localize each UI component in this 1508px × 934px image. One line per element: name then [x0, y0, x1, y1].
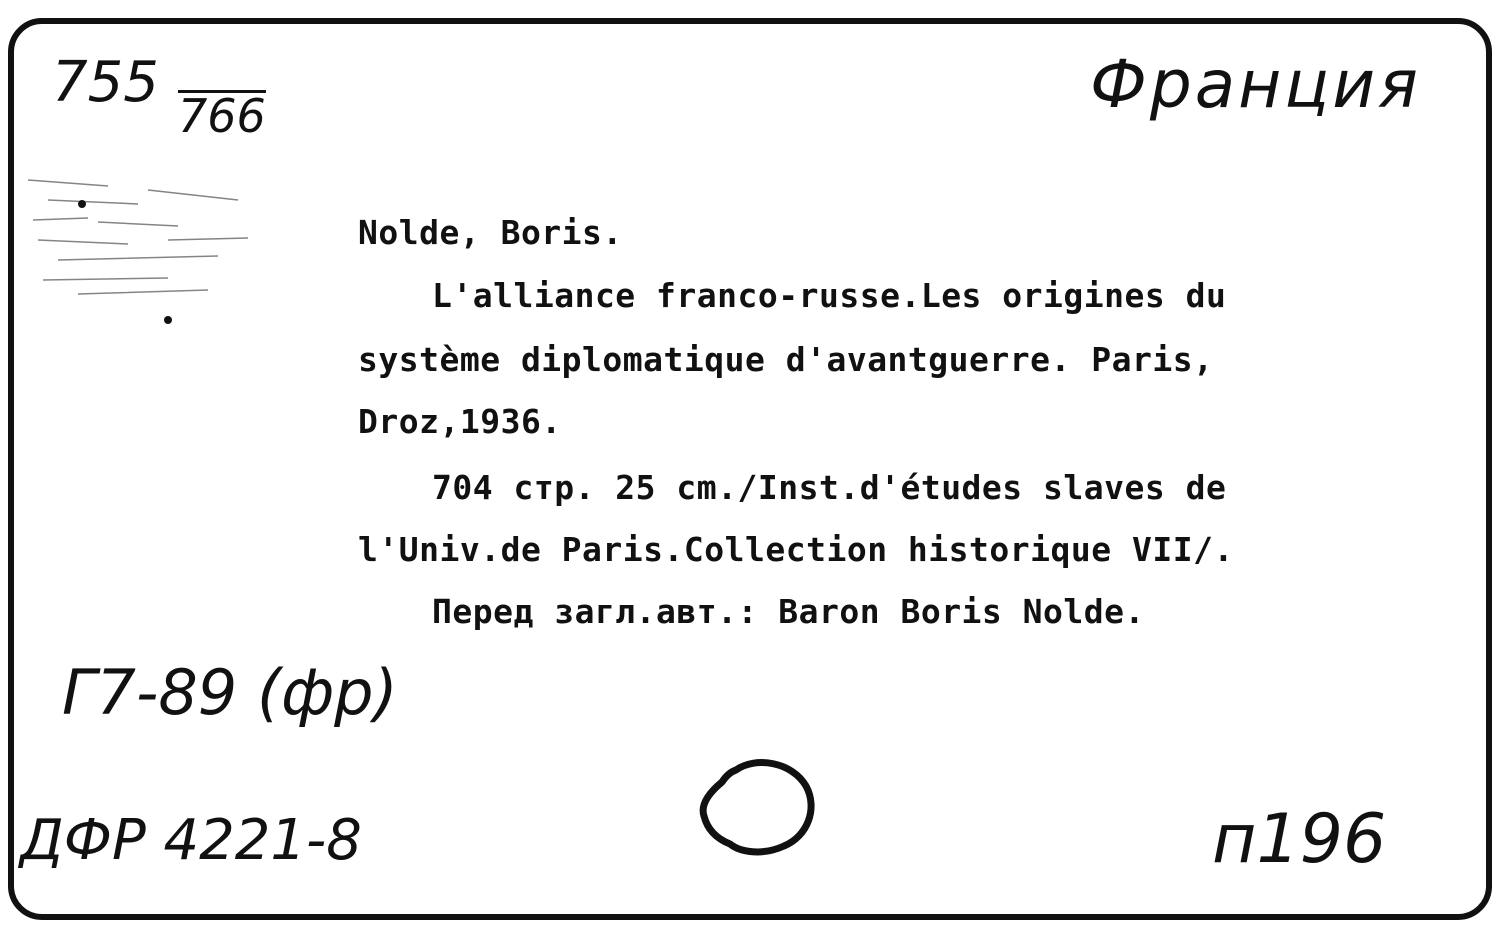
entry-collation-line-1: 704 стр. 25 cm./Inst.d'études slaves de [432, 468, 1227, 507]
entry-title-line-2: système diplomatique d'avantguerre. Paris, [358, 340, 1214, 379]
entry-author: Nolde, Boris. [358, 213, 623, 252]
subject-heading: Франция [1090, 46, 1421, 123]
punch-hole [696, 752, 820, 864]
shelf-mark-3: п196 [1212, 800, 1387, 879]
shelf-mark-2: ДФР 4221-8 [20, 808, 362, 873]
entry-note: Перед загл.авт.: Baron Boris Nolde. [432, 592, 1145, 631]
entry-collation-line-2: l'Univ.de Paris.Collection historique VII/. [358, 530, 1234, 569]
ink-smudge [18, 160, 258, 330]
call-number-sub: 766 [178, 89, 266, 143]
entry-publisher: Droz,1936. [358, 402, 562, 441]
call-number: 755 [52, 50, 159, 115]
shelf-mark-1: Г7-89 (фр) [62, 656, 398, 729]
entry-title-line-1: L'alliance franco-russe.Les origines du [432, 276, 1227, 315]
